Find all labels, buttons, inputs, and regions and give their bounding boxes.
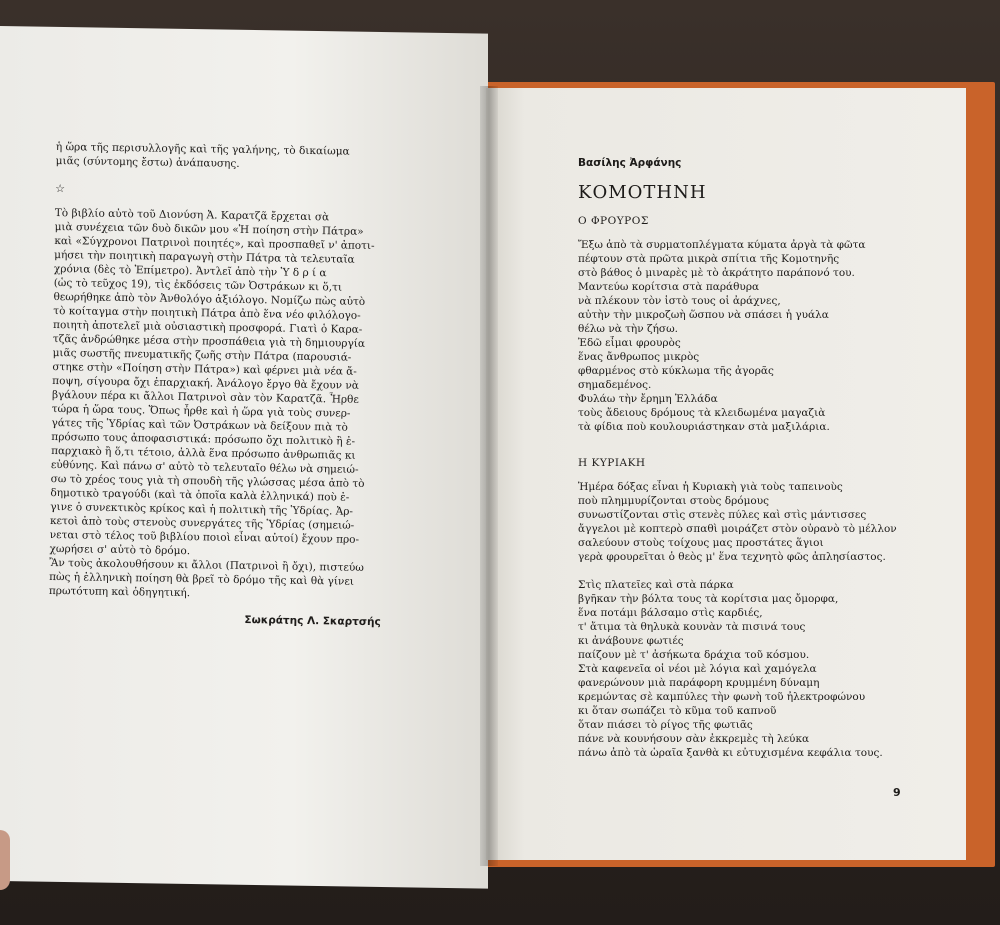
poem-line: φανερώνουν μιὰ παράφορη κρυμμένη δύναμη <box>578 677 820 689</box>
poem-line: Ἐδῶ εἶμαι φρουρὸς <box>578 337 681 349</box>
poem-line: πάνε νὰ κουνήσουν σὰν ἐκκρεμὲς τὴ λεύκα <box>578 733 810 745</box>
text-line: χωρήσει σ' αὐτὸ τὸ δρόμο. <box>49 542 191 558</box>
text-line: μήσει τὴν ποιητικὴ παραγωγὴ στὴν Πάτρα τὰ τελευταῖα <box>54 248 355 266</box>
text-line: πὼς ἡ ἑλληνικὴ ποίηση θὰ βρεῖ τὸ δρόμο τῆς καὶ θὰ γίνει <box>49 570 355 588</box>
text-line: κετοὶ ἀπὸ τοὺς στενοὺς συνεργάτες τῆς Ὑδρίας (σημειώ- <box>49 514 355 532</box>
poem-line: συνωστίζονται στὶς στενὲς πύλες καὶ στὶς μάντισσες <box>578 509 867 521</box>
poem-line: ποὺ πλημμυρίζονται στοὺς δρόμους <box>578 495 769 507</box>
text-line: Τὸ βιβλίο αὐτὸ τοῦ Διονύση Ἀ. Καρατζᾶ ἔρχεται σὰ <box>54 206 330 224</box>
poem-line: ὅταν πιάσει τὸ ρίγος τῆς φωτιᾶς <box>578 719 753 731</box>
poem-line: θέλω νὰ τὴν ζήσω. <box>578 323 678 335</box>
poem-line: κι ὅταν σωπάζει τὸ κῦμα τοῦ καπνοῦ <box>578 705 777 717</box>
poem-line: Ἔξω ἀπὸ τὰ συρματοπλέγματα κύματα ἀργὰ τὰ φῶτα <box>578 239 866 251</box>
poem-line: σαλεύουν στοὺς τοίχους μας προστάτες ἅγιοι <box>578 537 824 549</box>
text-line: τώρα ἡ ὥρα τους. Ὅπως ἦρθε καὶ ἡ ὥρα γιὰ τοὺς συνερ- <box>51 402 351 420</box>
poem-line: σημαδεμένος. <box>578 379 652 391</box>
text-line: στηκε στὴν «Ποίηση στὴν Πάτρα») καὶ φέρνει μιὰ νέα ἄ- <box>52 360 357 378</box>
text-line: εὐθύνης. Καὶ πάνω σ' αὐτὸ τὸ τελευταῖο θέλω νὰ σημειώ- <box>50 458 359 476</box>
text-line: (ὡς τὸ τεῦχος 19), τὶς ἐκδόσεις τῶν Ὀστράκων κι ὅ,τι <box>53 276 343 294</box>
text-line: δημοτικὸ τραγούδι (καὶ τὰ ὁποῖα καλὰ ἑλληνικά) ποὺ ἐ- <box>50 486 350 504</box>
page-number: 9 <box>893 786 901 799</box>
poem-line: κρεμώντας σὲ καμπύλες τὴν φωνὴ τοῦ ἠλεκτροφώνου <box>578 691 866 703</box>
poem-heading: Η ΚΥΡΙΑΚΗ <box>578 457 646 469</box>
text-line: παρχιακὸ ἢ ὅ,τι τέτοιο, ἀλλὰ ἕνα πρόσωπο ἀνθρωπιᾶς κι <box>51 444 356 462</box>
left-page-text <box>48 140 426 630</box>
spacer <box>578 434 938 456</box>
poem-line: τοὺς ἄδειους δρόμους τὰ κλειδωμένα μαγαζιὰ <box>578 407 826 419</box>
text-line: Ἂν τοὺς ἀκολουθήσουν κι ἄλλοι (Πατρινοὶ ἢ ὄχι), πιστεύω <box>49 556 364 574</box>
poem-author: Βασίλης Ἀρφάνης <box>578 157 682 169</box>
finger <box>0 830 10 890</box>
poem-line: φθαρμένος στὸ κύκλωμα τῆς ἀγορᾶς <box>578 365 774 377</box>
text-line: τζᾶς ἀνδρώθηκε μέσα στὴν προσπάθεια γιὰ τὴ δημιουργία <box>52 332 366 350</box>
poem-line: τ' ἄτιμα τὰ θηλυκὰ κουνὰν τὰ πισινά τους <box>578 621 806 633</box>
text-line: μιᾶς σωστῆς πνευματικῆς ζωῆς στὴν Πάτρα (παρουσιά- <box>52 346 352 364</box>
signature: Σωκράτης Λ. Σκαρτσής <box>244 614 381 629</box>
right-page-text <box>578 156 938 760</box>
poem-line: τὰ φίδια ποὺ κουλουριάστηκαν στὰ μαξιλάρια. <box>578 421 830 433</box>
poem-line: πάνω ἀπὸ τὰ ὡραῖα ξανθὰ κι εὐτυχισμένα κεφάλια τους. <box>578 747 883 759</box>
poem-line: νὰ πλέκουν τὸν ἱστὸ τους οἱ ἀράχνες, <box>578 295 781 307</box>
poem-heading: Ο ΦΡΟΥΡΟΣ <box>578 215 649 227</box>
poem-line: ἕνα ποτάμι βάλσαμο στὶς καρδιές, <box>578 607 763 619</box>
text-line: ποιητὴ ἀποτελεῖ μιὰ οὐσιαστικὴ προσφορά. Γιατὶ ὁ Καρα- <box>52 318 363 336</box>
text-line: τὸ κοίταγμα στὴν ποιητικὴ Πάτρα ἀπὸ ἕνα νέο φιλόλογο- <box>53 304 361 322</box>
poem-line: Φυλάω τὴν ἔρημη Ἑλλάδα <box>578 393 718 405</box>
text-line: πρόσωπο τους ἀποφασιστικά: πρόσωπο ὄχι πολιτικὸ ἢ ἐ- <box>51 430 356 448</box>
poem-line: γερὰ φρουρεῖται ὁ θεὸς μ' ἕνα τεχνητὸ φῶς ἀπλησίαστος. <box>578 551 886 563</box>
poem-line: παίζουν μὲ τ' ἀσήκωτα δράχια τοῦ κόσμου. <box>578 649 810 661</box>
text-line: σω τὸ χρέος τους γιὰ τὴ σπουδὴ τῆς γλώσσας μέσα ἀπὸ τὸ <box>50 472 365 490</box>
poem-line: πέφτουν στὰ πρῶτα μικρὰ σπίτια τῆς Κομοτηνῆς <box>578 253 840 265</box>
poem-line: Ἡμέρα δόξας εἶναι ἡ Κυριακὴ γιὰ τοὺς ταπεινοὺς <box>578 481 843 493</box>
poem-line: Στὰ καφενεῖα οἱ νέοι μὲ λόγια καὶ χαμόγελα <box>578 663 817 675</box>
text-line: μιὰ συνέχεια τῶν δυὸ δικῶν μου «Ἡ ποίηση στὴν Πάτρα» <box>54 220 364 238</box>
poem-line: κι ἀνάβουνε φωτιές <box>578 635 684 647</box>
poem-collection-title: ΚΟΜΟΤΗΝΗ <box>578 182 707 203</box>
poem-line: Στὶς πλατεῖες καὶ στὰ πάρκα <box>578 579 734 591</box>
star-icon: ☆ <box>55 181 66 196</box>
text-line: βγάλουν πέρα κι ἄλλοι Πατρινοὶ σὰν τὸν Καρατζᾶ. Ἦρθε <box>51 388 359 406</box>
text-line: πρωτότυπη καὶ ὁδηγητική. <box>48 584 191 600</box>
poem-line: Μαντεύω κορίτσια στὰ παράθυρα <box>578 281 760 293</box>
book-gutter <box>480 86 498 866</box>
poem-line: ἄγγελοι μὲ κοπτερὸ σπαθὶ μοιράζετ στὸν οὐρανὸ τὸ μέλλον <box>578 523 897 535</box>
poem-line: αὐτὴν τὴν μικροζωὴ ὥσπου νὰ σπάσει ἡ γυάλα <box>578 309 829 321</box>
poem-line: βγῆκαν τὴν βόλτα τους τὰ κορίτσια μας ὄμορφα, <box>578 593 839 605</box>
poem-line: ἕνας ἄνθρωπος μικρὸς <box>578 351 700 363</box>
spacer <box>578 564 938 578</box>
text-line: καὶ «Σύγχρονοι Πατρινοὶ ποιητές», καὶ προσπαθεῖ ν' ἀποτι- <box>54 234 375 253</box>
text-line: θεωρήθηκε ἀπὸ τὸν Ἀνθολόγο ἀξιόλογο. Νομίζω πὼς αὐτὸ <box>53 290 366 308</box>
text-line: γινε ὁ συνεκτικὸς κρίκος καὶ ἡ πολιτικὴ τῆς Ὑδρίας. Ἀρ- <box>50 500 354 518</box>
text-line: ἡ ὥρα τῆς περισυλλογῆς καὶ τῆς γαλήνης, τὸ δικαίωμα <box>55 140 350 158</box>
text-line: μιᾶς (σύντομης ἔστω) ἀνάπαυσης. <box>55 154 240 170</box>
text-line: ποψη, σίγουρα ὄχι ἐπαρχιακή. Ἀνάλογο ἔργο θὰ ἔχουν νὰ <box>52 374 359 392</box>
text-line: νεται στὸ τέλος τοῦ βιβλίου ποιοὶ εἶναι αὐτοί) ἔχουν προ- <box>49 528 360 546</box>
poem-line: στὸ βάθος ὁ μιναρὲς μὲ τὸ ἀκράτητο παράπονό του. <box>578 267 855 279</box>
text-line: χρόνια (δὲς τὸ Ἐπίμετρο). Ἀντλεῖ ἀπὸ τὴν Ὑ δ ρ ί α <box>53 262 327 280</box>
text-line: γάτες τῆς Ὑδρίας καὶ τῶν Ὀστράκων νὰ δείξουν πιὰ τὸ <box>51 416 348 434</box>
